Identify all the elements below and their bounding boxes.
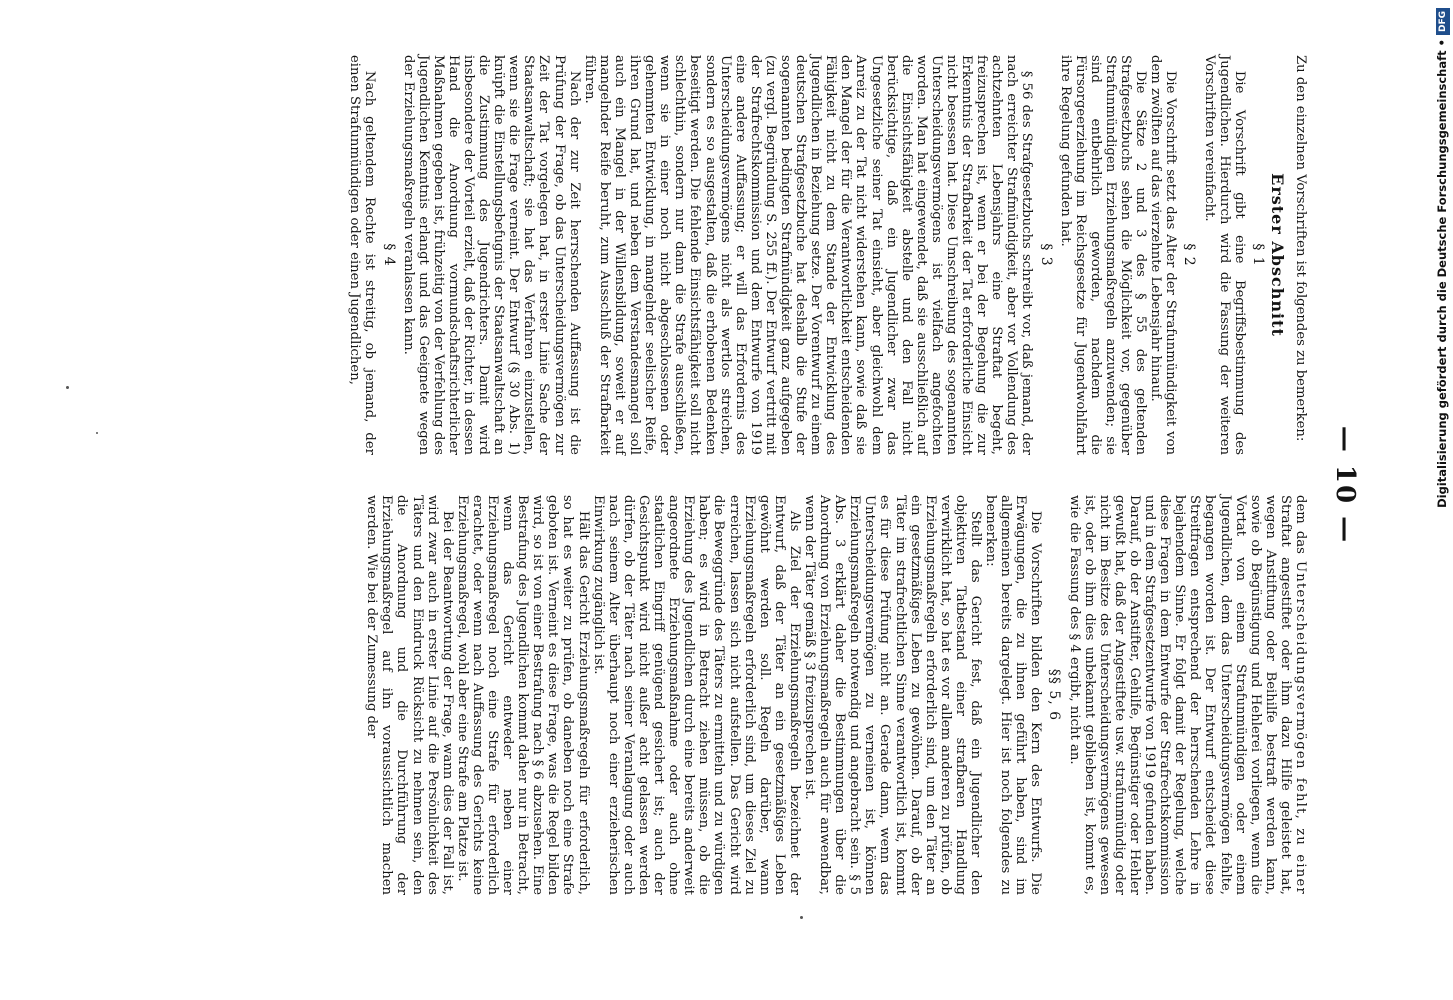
digitization-notice [1431,8,1453,983]
section-2-paragraph-1: Die Vorschrift setzt das Alter der Strafunmündigkeit von dem zwölften auf das vierzehnte Lebensjahr hinauf. [1148,55,1179,455]
section-5-6-heading: §§ 5, 6 [1046,668,1063,722]
digitization-sidebar [1406,8,1449,1000]
continuation-lead: dem das [1293,495,1308,561]
right-column [364,495,1308,895]
section-2-heading: § 2 [1181,243,1198,267]
section-5-6-paragraph-2: Stellt das Gericht fest, daß ein Jugendlicher den objektiven Tatbestand einer strafbaren Handlung verwirklicht hat, so hat es vor allem anderen zu prüfen, ob Erziehungsmaßregeln erforderlich sind, um den Täter an ein gesetzmäßiges Leben zu gewöhnen. Darauf, ob der Täter im strafrechtlichen Sinne verantwortlich ist, kommt es für diese Prüfung nicht an. Gerade dann, wenn das Unterscheidungsvermögen zu verneinen ist, können Erziehungsmaßregeln notwendig und angebracht sein. § 5 Abs. 3 erklärt daher die Bestimmungen über die Anordnung von Erziehungsmaßregeln auch für anwendbar, wenn der Täter gemäß § 3 freizusprechen ist. [802,495,984,895]
section-5-6-paragraph-5: Bei der Beantwortung der Frage, wann dies der Fall ist, wird zwar auch in erster Linie auf die Persönlichkeit des Täters und den Eindruck Rücksicht zu nehmen sein, den die Anordnung und die Durchführung der Erziehungsmaßregel auf ihn voraussichtlich machen werden. Wie bei der Zumessung der [364,495,455,895]
section-4-paragraph-1: Nach geltendem Rechte ist streitig, ob jemand, der einen Strafunmündigen oder einen Jugendlichen, [347,55,378,455]
intro-paragraph: Zu den einzelnen Vorschriften ist folgendes zu bemerken: [1293,55,1308,442]
section-2-paragraph-2: Die Sätze 2 und 3 des § 55 des geltenden Strafgesetzbuchs sehen die Möglichkeit vor, gegenüber Strafunmündigen Erziehungsmaßregeln anzuwenden; sie sind entbehrlich geworden, nachdem die Fürsorgeerziehung im Reichsgesetze für Jugendwohlfahrt ihre Regelung gefunden hat. [1057,55,1149,455]
section-1-text: Die Vorschrift gibt eine Begriffsbestimmung des Jugendlichen. Hierdurch wird die Fassung der weiteren Vorschriften vereinfacht. [1201,55,1247,455]
section-3-heading: § 3 [1037,243,1054,267]
section-4-continuation [1067,495,1309,895]
scan-speck [800,916,803,919]
section-5-6-paragraph-4: Hält das Gericht Erziehungsmaßregeln für erforderlich, so hat es weiter zu prüfen, ob daneben noch eine Strafe geboten ist. Verneint es diese Frage, was die Regel bilden wird, so ist von einer Bestrafung nach § 6 abzusehen. Eine Bestrafung des Jugendlichen kommt daher nur in Betracht, wenn das Gericht entweder neben einer Erziehungsmaßregel noch eine Strafe für erforderlich erachtet, oder wenn nach Auffassung des Gerichts keine Erziehungsmaßregel, wohl aber eine Strafe am Platze ist. [454,495,591,895]
section-5-6-paragraph-3: Als Ziel der Erziehungsmaßregeln bezeichnet der Entwurf, daß der Täter an ein gesetzmäßiges Leben gewöhnt werden soll. Regeln darüber, wann Erziehungsmaßregeln erforderlich sind, um dieses Ziel zu erreichen, lassen sich nicht aufstellen. Das Gericht wird die Beweggründe des Täters zu ermitteln und zu würdigen haben; es wird in Betracht ziehen müssen, ob die Erziehung des Jugendlichen durch eine bereits anderweit angeordnete Erziehungsmaßnahme oder auch ohne staatlichen Eingriff genügend gesichert ist; auch der Gesichtspunkt wird nicht außer acht gelassen werden dürfen, ob der Täter nach seiner Veranlagung oder auch nach seinem Alter überhaupt noch einer erzieherischen Einwirkung zugänglich ist. [590,495,802,895]
section-3-paragraph-2: Nach der zur Zeit herrschenden Auffassung ist die Prüfung der Frage, ob das Unterscheidungsvermögen zur Zeit der Tat vorgelegen hat, in erster Linie Sache der Staatsanwaltschaft; sie hat das Verfahren einzustellen, wenn sie die Frage verneint. Der Entwurf (§ 30 Abs. 1) knüpft die Einstellungsbefugnis der Staatsanwaltschaft an die Zustimmung des Jugendrichters. Damit wird insbesondere der Vorteil erzielt, daß der Richter, in dessen Hand die Anordnung vormundschaftsrichterlicher Maßnahmen gegeben ist, frühzeitig von der Verfehlung des Jugendlichen Kenntnis erlangt und das Geeignete wegen der Erziehungsmaßregeln veranlassen kann. [400,55,582,455]
left-column [347,55,1308,455]
page-number: — 10 — [1330,425,1360,545]
document-page [60,55,1360,915]
section-title: Erster Abschnitt [1267,173,1287,337]
section-5-6-paragraph-1: Die Vorschriften bilden den Kern des Entwurfs. Die Erwägungen, die zu ihnen geführt haben, sind im allgemeinen bereits dargelegt. Hier ist noch folgendes zu bemerken: [983,495,1044,895]
scan-speck [66,386,69,389]
continuation-rest: Straftat angestiftet oder ihm dazu Hilfe geleistet hat, wegen Anstiftung oder Beihilfe bestraft werden kann, sowie ob Begünstigung und Hehlerei vorliegen, wenn die Vortat von einem Strafunmündigen oder einem Jugendlichen, dem das Unterscheidungsvermögen fehlte, begangen worden ist. Der Entwurf entscheidet diese Streitfragen entsprechend der herrschenden Lehre in bejahendem Sinne. Er folgt damit der Regelung, welche diese Fragen in dem Entwurfe der Strafrechtskommission und in dem Strafgesetzentwurfe von 1919 gefunden haben. Darauf, ob der Anstifter, Gehilfe, Begünstiger oder Hehler gewußt hat, daß der Angestiftete usw. strafunmündig oder nicht im Besitze des Unterscheidungsvermögens gewesen ist, oder ob ihm dies unbekannt geblieben ist, kommt es, wie die Fassung des § 4 ergibt, nicht an. [1066,495,1293,895]
section-3-paragraph-1: § 56 des Strafgesetzbuchs schreibt vor, daß jemand, der nach erreichter Strafmündigkeit, aber vor Vollendung des achtzehnten Lebensjahrs eine Straftat begeht, freizusprechen ist, wenn er bei der Begehung die zur Erkenntnis der Strafbarkeit der Tat erforderliche Einsicht nicht besessen hat. Diese Umschreibung des sogenannten Unterscheidungsvermögens ist vielfach angefochten worden. Man hat eingewendet, daß sie ausschließlich auf die Einsichtsfähigkeit abstelle und den Fall nicht berücksichtige, daß ein Jugendlicher zwar das Ungesetzliche seiner Tat einsieht, aber gleichwohl dem Anreiz zu der Tat nicht widerstehen kann, sowie daß sie den Mangel der für die Verantwortlichkeit entscheidenden Fähigkeit nicht zu dem Stande der Entwicklung des Jugendlichen in Beziehung setze. Der Vorentwurf zu einem deutschen Strafgesetzbuche hat deshalb die Stufe der sogenannten bedingten Strafmündigkeit ganz aufgegeben (zu vergl. Begründung S. 255 ff.). Der Entwurf vertritt mit der Strafrechtskommission und dem Entwurfe von 1919 eine andere Auffassung; er will das Erfordernis des Unterscheidungsvermögens nicht als wertlos streichen, sondern es so ausgestalten, daß die erhobenen Bedenken beseitigt werden. Die fehlende Einsichtsfähigkeit soll nicht schlechthin, sondern nur dann die Strafe ausschließen, wenn sie in einer noch nicht abgeschlossenen oder gehemmten Entwicklung, in mangelnder seelischer Reife, ihren Grund hat, und neben dem Verstandesmangel soll auch ein Mangel in der Willensbildung, soweit er auf mangelnder Reife beruht, zum Ausschluß der Strafbarkeit führen. [581,55,1035,455]
continuation-spaced-phrase: Unterscheidungsvermögen fehlt, zu einer [1293,560,1308,895]
digitization-notice-text: Digitalisierung gefördert durch die Deutsche Forschungsgemeinschaft • [1435,39,1449,508]
dfg-logo: DFG [1436,8,1450,35]
scan-speck [96,432,98,434]
section-4-heading: § 4 [380,243,397,267]
section-1-heading: § 1 [1249,243,1266,267]
